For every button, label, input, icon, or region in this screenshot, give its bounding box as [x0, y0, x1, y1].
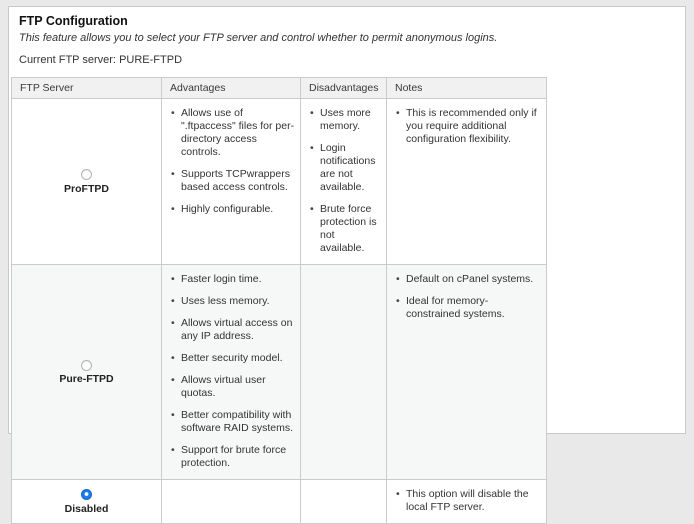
- cell-server-proftpd: [12, 99, 162, 265]
- notes-list-disabled: [395, 488, 541, 514]
- table-row-disabled: [12, 480, 547, 524]
- notes-list-proftpd: [395, 107, 541, 146]
- ftp-server-table: [11, 77, 547, 524]
- page-title: FTP Configuration: [19, 14, 128, 28]
- page-subtitle: This feature allows you to select your FTP server and control whether to permit anonymous logins.: [19, 32, 498, 44]
- cell-server-disabled: [12, 480, 162, 524]
- radio-proftpd[interactable]: [81, 169, 92, 180]
- table-row-proftpd: [12, 99, 547, 265]
- list-item: • This is recommended only if you require additional configuration flexibility.: [395, 107, 541, 146]
- list-item: • Faster login time.: [170, 273, 295, 286]
- column-header-ftp-server: FTP Server: [12, 78, 162, 99]
- cell-disadvantages-disabled: [301, 480, 387, 524]
- list-item: • Allows virtual user quotas.: [170, 374, 295, 400]
- server-label-disabled[interactable]: Disabled: [64, 502, 109, 515]
- list-item: • Support for brute force protection.: [170, 444, 295, 470]
- list-item: • Ideal for memory-constrained systems.: [395, 295, 541, 321]
- advantages-list-proftpd: [170, 107, 295, 216]
- table-row-pure-ftpd: [12, 265, 547, 480]
- cell-disadvantages-proftpd: [301, 99, 387, 265]
- server-label-proftpd[interactable]: ProFTPD: [64, 182, 109, 195]
- list-item: • Highly configurable.: [170, 203, 295, 216]
- list-item: • Login notifications are not available.: [309, 142, 381, 194]
- cell-notes-pure-ftpd: [387, 265, 547, 480]
- cell-disadvantages-pure-ftpd: [301, 265, 387, 480]
- radio-disabled[interactable]: [81, 489, 92, 500]
- cell-advantages-disabled: [162, 480, 301, 524]
- server-label-pure-ftpd[interactable]: Pure-FTPD: [59, 373, 114, 385]
- current-ftp-server-value: PURE-FTPD: [119, 54, 183, 66]
- list-item: • Allows virtual access on any IP address.: [170, 317, 295, 343]
- cell-advantages-pure-ftpd: [162, 265, 301, 480]
- list-item: • Better security model.: [170, 352, 295, 365]
- current-ftp-server-label: Current FTP server:: [19, 54, 116, 66]
- column-header-disadvantages: Disadvantages: [301, 78, 387, 99]
- server-option-disabled: [65, 489, 109, 515]
- list-item: • Uses more memory.: [309, 107, 381, 133]
- cell-server-pure-ftpd: [12, 265, 162, 480]
- list-item: • Brute force protection is not available.: [309, 203, 381, 255]
- notes-list-pure-ftpd: [395, 273, 541, 321]
- server-option-proftpd: [64, 169, 109, 195]
- list-item: • This option will disable the local FTP server.: [395, 488, 541, 514]
- ftp-configuration-panel: [8, 6, 686, 515]
- list-item: • Supports TCPwrappers based access controls.: [170, 168, 295, 194]
- cell-advantages-proftpd: [162, 99, 301, 265]
- radio-pure-ftpd[interactable]: [81, 360, 92, 371]
- server-option-pure-ftpd: [59, 359, 113, 385]
- cell-notes-proftpd: [387, 99, 547, 265]
- column-header-advantages: Advantages: [162, 78, 301, 99]
- current-ftp-server: [19, 54, 675, 67]
- list-item: • Uses less memory.: [170, 295, 295, 308]
- list-item: • Default on cPanel systems.: [395, 273, 541, 286]
- list-item: • Better compatibility with software RAID systems.: [170, 409, 295, 435]
- column-header-notes: Notes: [387, 78, 547, 99]
- advantages-list-pure-ftpd: [170, 273, 295, 470]
- list-item: • Allows use of ".ftpaccess" files for per-directory access controls.: [170, 107, 295, 159]
- table-header-row: [12, 78, 547, 99]
- disadvantages-list-proftpd: [309, 107, 381, 255]
- cell-notes-disabled: [387, 480, 547, 524]
